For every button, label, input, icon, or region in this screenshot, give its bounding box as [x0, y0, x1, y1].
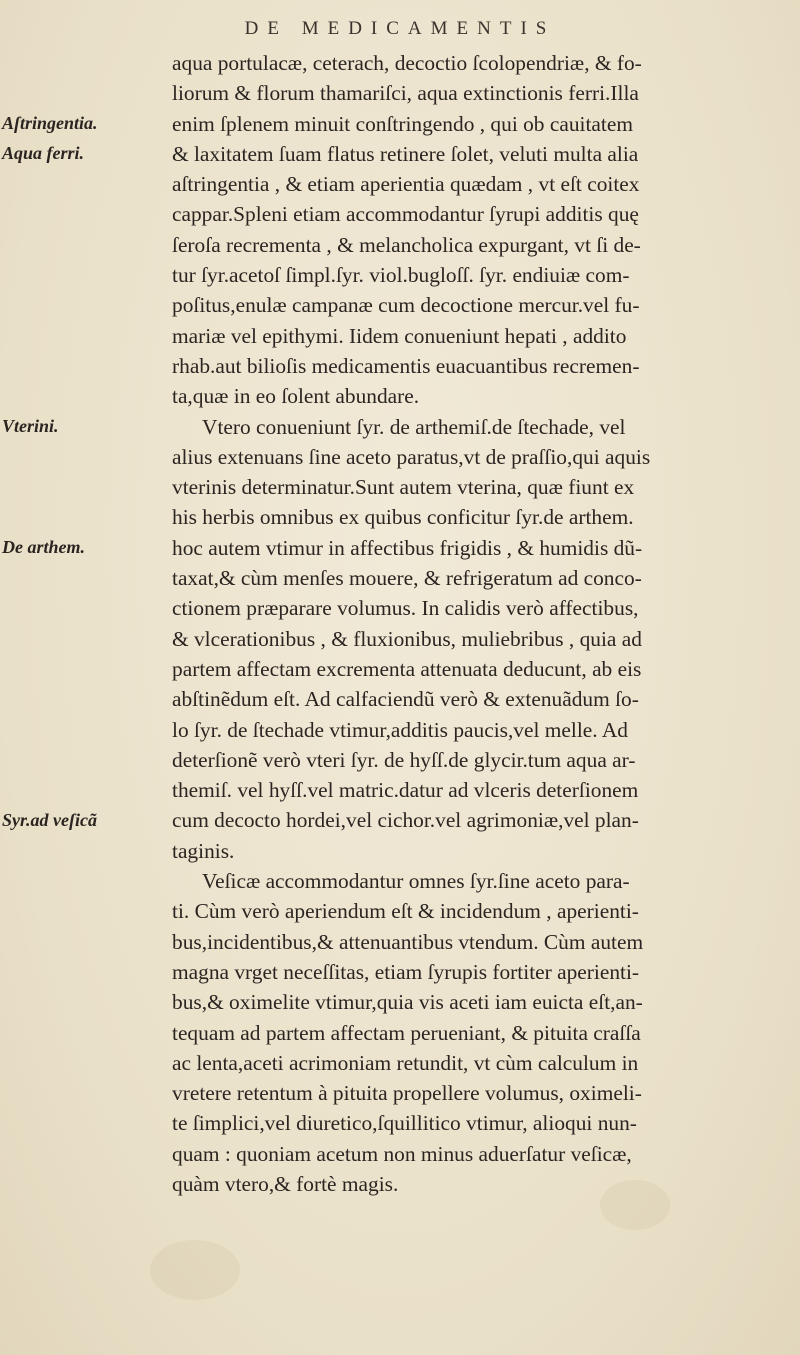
text-line: deterſionẽ verò vteri ſyr. de hyſſ.de glycir.tum aqua ar- [172, 747, 636, 772]
text-line: magna vrget neceſſitas, etiam ſyrupis fortiter aperienti- [172, 959, 640, 984]
text-line: his herbis omnibus ex quibus conficitur ſyr.de arthem. [172, 505, 634, 530]
text-line: liorum & florum thamariſci, aqua extinctionis ferri.Illa [172, 81, 639, 106]
margin-note: Aqua ferri. [2, 142, 85, 163]
margin-note: De arthem. [2, 536, 85, 557]
text-line: poſitus,enulæ campanæ cum decoctione mercur.vel fu- [172, 293, 640, 318]
text-line: te ſimplici,vel diuretico,ſquillitico vtimur, alioqui nun- [172, 1111, 637, 1136]
text-line: quàm vtero,& fortè magis. [172, 1171, 399, 1196]
text-line: ta,quæ in eo ſolent abundare. [172, 384, 420, 409]
text-line: taxat,& cùm menſes mouere, & refrigeratum ad conco- [172, 566, 642, 591]
running-head: DE MEDICAMENTIS [244, 18, 556, 39]
text-line: abſtinẽdum eſt. Ad calfaciendũ verò & extenuãdum ſo- [172, 687, 639, 712]
margin-note: Syr.ad veſicã [2, 809, 97, 830]
text-line: ſeroſa recrementa , & melancholica expurgant, vt ſi de- [172, 232, 641, 257]
text-line: cum decocto hordei,vel cichor.vel agrimoniæ,vel plan- [172, 808, 639, 833]
body-text [172, 48, 794, 1199]
text-line: quam : quoniam acetum non minus aduerſatur veſicæ, [172, 1141, 632, 1166]
text-line: enim ſplenem minuit conſtringendo , qui ob cauitatem [172, 111, 633, 136]
text-line: rhab.aut bilioſis medicamentis euacuantibus recremen- [172, 353, 640, 378]
text-line: ctionem præparare volumus. In calidis verò affectibus, [172, 596, 639, 621]
paper-stain [150, 1240, 240, 1300]
text-line: cappar.Spleni etiam accommodantur ſyrupi additis quę [172, 202, 639, 227]
text-line: Veſicæ accommodantur omnes ſyr.ſine aceto para- [202, 869, 630, 894]
text-line: taginis. [172, 838, 235, 863]
text-line: vretere retentum à pituita propellere volumus, oximeli- [172, 1081, 642, 1106]
text-line: hoc autem vtimur in affectibus frigidis , & humidis dũ- [172, 535, 643, 560]
text-line: bus,& oximelite vtimur,quia vis aceti iam euicta eſt,an- [172, 990, 643, 1015]
margin-note: Vterini. [2, 415, 59, 436]
text-line: aſtringentia , & etiam aperientia quædam , vt eſt coitex [172, 172, 640, 197]
text-line: lo ſyr. de ſtechade vtimur,additis paucis,vel melle. Ad [172, 717, 628, 742]
text-line: aqua portulacæ, ceterach, decoctio ſcolopendriæ, & fo- [172, 51, 642, 75]
text-line: & laxitatem ſuam flatus retinere ſolet, veluti multa alia [172, 141, 639, 166]
text-line: tur ſyr.acetoſ ſimpl.ſyr. viol.bugloſſ. ſyr. endiuiæ com- [172, 263, 630, 288]
text-line: alius extenuans ſine aceto paratus,vt de praſſio,qui aquis [172, 444, 651, 469]
text-line: & vlcerationibus , & fluxionibus, muliebribus , quia ad [172, 626, 642, 651]
text-line: partem affectam excrementa attenuata deducunt, ab eis [172, 656, 642, 681]
margin-note: Aſtringentia. [2, 112, 98, 133]
text-line: mariæ vel epithymi. Iidem conueniunt hepati , addito [172, 323, 627, 348]
text-line: tequam ad partem affectam perueniant, & pituita craſſa [172, 1020, 641, 1045]
text-line: vterinis determinatur.Sunt autem vterina, quæ fiunt ex [172, 475, 635, 500]
text-line: ac lenta,aceti acrimoniam retundit, vt cùm calculum in [172, 1050, 639, 1075]
text-line: ti. Cùm verò aperiendum eſt & incidendum , aperienti- [172, 899, 639, 924]
text-line: bus,incidentibus,& attenuantibus vtendum. Cùm autem [172, 929, 644, 954]
text-line: Vtero conueniunt ſyr. de arthemiſ.de ſtechade, vel [202, 414, 626, 439]
text-line: themiſ. vel hyſſ.vel matric.datur ad vlceris deterſionem [172, 778, 639, 803]
